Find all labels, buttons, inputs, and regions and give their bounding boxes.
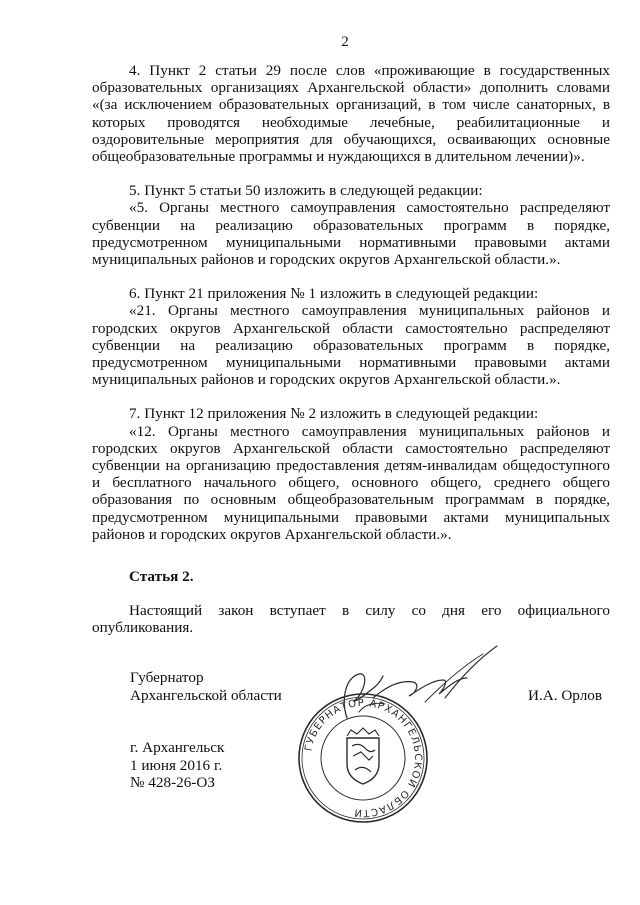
amendment-paragraph-4: 4. Пункт 2 статьи 29 после слов «проживающие в государственных образовательных организациях Архангельской области» дополнить словами «(за исключением образовательных организаций, в том числе санаторных, в которых проводятся необходимые лечебные, реабилитационные и оздоровительные мероприятия для обучающихся, осваивающих основные общеобразовательные программы и нуждающихся в длительном лечении)».	[92, 62, 610, 166]
amendment-paragraph-7: 7. Пункт 12 приложения № 2 изложить в следующей редакции:	[129, 405, 539, 423]
article-heading: Статья 2.	[129, 568, 194, 586]
amendment-paragraph-6: 6. Пункт 21 приложения № 1 изложить в следующей редакции:	[129, 285, 539, 303]
effective-date-paragraph: Настоящий закон вступает в силу со дня его официального опубликования.	[92, 602, 610, 637]
amendment-text-5: «5. Органы местного самоуправления самостоятельно распределяют субвенции на реализацию образовательных программ в порядке, предусмотренном муниципальными нормативными правовыми актами муниципальных районов и городских округов Архангельской области.».	[92, 199, 610, 269]
law-date: 1 июня 2016 г.	[130, 756, 223, 774]
city: г. Архангельск	[130, 739, 225, 756]
signatory-title-line1: Губернатор	[130, 669, 204, 686]
amendment-text-21: «21. Органы местного самоуправления муниципальных районов и городских округов Архангельской области самостоятельно распределяют субвенции на реализацию образовательных программ в порядке, предусмотренном муниципальными нормативными правовыми актами муниципальных районов и городских округов Архангельской области.».	[92, 302, 610, 389]
seal-text: ГУБЕРНАТОР АРХАНГЕЛЬСКОЙ ОБЛАСТИ	[303, 697, 424, 819]
handwritten-signature-icon	[325, 640, 505, 730]
document-body	[92, 62, 610, 637]
law-number: № 428-26-ОЗ	[130, 774, 215, 791]
amendment-paragraph-5: 5. Пункт 5 статьи 50 изложить в следующей редакции:	[129, 182, 483, 200]
signatory-name: И.А. Орлов	[528, 687, 603, 704]
page-number: 2	[341, 34, 349, 50]
place-date-block	[130, 739, 224, 792]
amendment-text-12: «12. Органы местного самоуправления муниципальных районов и городских округов Архангельской области самостоятельно распределяют субвенции на организацию предоставления детям-инвалидам общедоступного и бесплатного начального общего, основного общего, среднего общего образования по основным общеобразовательным программам в порядке, предусмотренном муниципальными правовыми актами муниципальных районов и городских округов Архангельской области.».	[92, 422, 610, 543]
signatory-title	[130, 669, 282, 705]
signatory-title-line2: Архангельской области	[130, 687, 282, 704]
